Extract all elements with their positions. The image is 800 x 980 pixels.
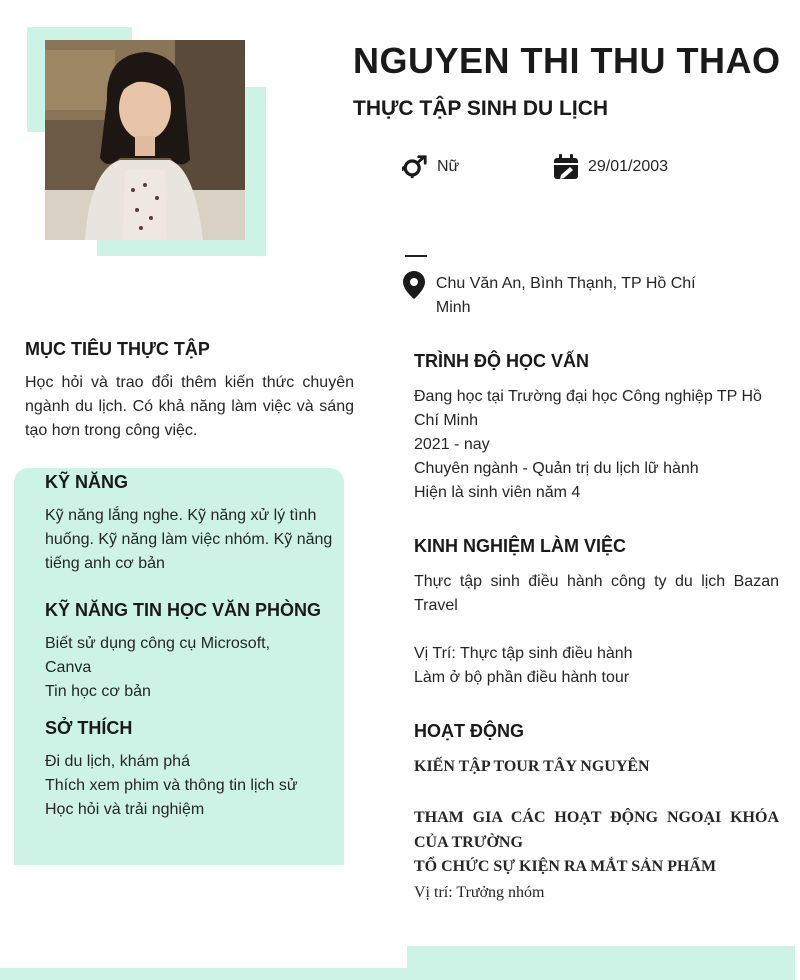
- experience-title: KINH NGHIỆM LÀM VIỆC: [414, 536, 627, 556]
- education-school: Đang học tại Trường đại học Công nghiệp TP Hồ Chí Minh: [414, 388, 762, 429]
- calendar-icon: [553, 154, 579, 180]
- experience-duty: Làm ở bộ phần điều hành tour: [414, 669, 630, 686]
- footer-decoration-left: [0, 968, 407, 980]
- profile-photo: [45, 40, 245, 240]
- activity-item: KIẾN TẬP TOUR TÂY NGUYÊN: [414, 758, 650, 775]
- hobby-item: Đi du lịch, khám phá: [45, 753, 190, 770]
- hobby-item: Thích xem phim và thông tin lịch sử: [45, 777, 298, 794]
- divider: [405, 255, 427, 257]
- gender-value: Nữ: [437, 158, 460, 175]
- activity-role: Vị trí: Trưởng nhóm: [414, 884, 545, 901]
- office-skills-line: Tin học cơ bản: [45, 683, 151, 700]
- hobbies-title: SỞ THÍCH: [45, 718, 133, 738]
- education-major: Chuyên ngành - Quản trị du lịch lữ hành: [414, 460, 699, 477]
- candidate-name: NGUYEN THI THU THAO: [353, 40, 781, 81]
- activity-item: TỔ CHỨC SỰ KIỆN RA MẮT SẢN PHẨM: [414, 858, 717, 875]
- address-info: [402, 272, 722, 320]
- activity-item: THAM GIA CÁC HOẠT ĐỘNG NGOẠI KHÓA CỦA TRƯỜNG: [414, 809, 779, 851]
- skills-title: KỸ NĂNG: [45, 472, 129, 492]
- birthdate-value: 29/01/2003: [588, 158, 669, 175]
- experience-company: Thực tập sinh điều hành công ty du lịch Bazan Travel: [414, 573, 779, 614]
- office-skills-line: Biết sử dụng công cụ Microsoft, Canva: [45, 635, 271, 676]
- education-period: 2021 - nay: [414, 436, 490, 453]
- education-title: TRÌNH ĐỘ HỌC VẤN: [414, 351, 589, 371]
- experience-position: Vị Trí: Thực tập sinh điều hành: [414, 645, 633, 662]
- gender-info: [402, 154, 459, 180]
- gender-icon: [402, 154, 428, 180]
- address-value: Chu Văn An, Bình Thạnh, TP Hồ Chí Minh: [435, 275, 696, 316]
- skills-text: Kỹ năng lắng nghe. Kỹ năng xử lý tình huống. Kỹ năng làm việc nhóm. Kỹ năng tiếng anh cơ bản: [45, 507, 333, 572]
- hobby-item: Học hỏi và trải nghiệm: [45, 801, 205, 818]
- office-skills-title: KỸ NĂNG TIN HỌC VĂN PHÒNG: [45, 600, 322, 620]
- education-year: Hiện là sinh viên năm 4: [414, 484, 581, 501]
- map-pin-icon: [402, 272, 427, 298]
- activities-title: HOẠT ĐỘNG: [414, 721, 524, 741]
- objective-title: MỤC TIÊU THỰC TẬP: [25, 339, 210, 359]
- footer-decoration-right: [407, 946, 795, 980]
- birthdate-info: [553, 154, 668, 180]
- job-title: THỰC TẬP SINH DU LỊCH: [353, 97, 609, 120]
- objective-text: Học hỏi và trao đổi thêm kiến thức chuyên ngành du lịch. Có khả năng làm việc và sáng tạo hơn trong công việc.: [25, 374, 354, 439]
